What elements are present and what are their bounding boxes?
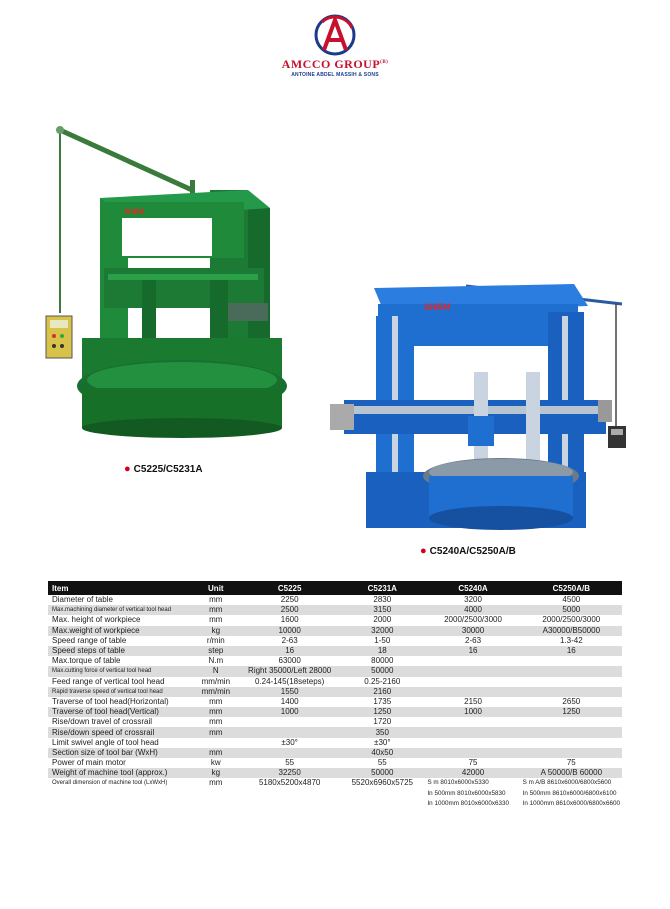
table-row bbox=[48, 615, 622, 625]
cell-c2: 50000 bbox=[339, 666, 425, 676]
amcco-emblem-icon bbox=[312, 14, 358, 56]
cell-unit: mm bbox=[191, 605, 240, 615]
table-row bbox=[48, 656, 622, 666]
cell-overall-c2: 5520x6960x5725 bbox=[339, 778, 425, 788]
cell-item: Limit swivel angle of tool head bbox=[48, 738, 191, 748]
cell-c4: 2000/2500/3000 bbox=[521, 615, 622, 625]
brand-tagline: ANTOINE ABDEL MASSIH & SONS bbox=[291, 72, 379, 78]
cell-c1: 10000 bbox=[240, 626, 339, 636]
cell-c3: 4000 bbox=[425, 605, 520, 615]
cell-c1: 32250 bbox=[240, 768, 339, 778]
cell-c3: 2150 bbox=[425, 697, 520, 707]
cell-c4: 1250 bbox=[521, 707, 622, 717]
table-row bbox=[48, 626, 622, 636]
cell-c4 bbox=[521, 687, 622, 697]
cell-c1: 1550 bbox=[240, 687, 339, 697]
cell-c1: 63000 bbox=[240, 656, 339, 666]
cell-c3 bbox=[425, 748, 520, 758]
table-row bbox=[48, 707, 622, 717]
cell-item: Section size of tool bar (WxH) bbox=[48, 748, 191, 758]
cell-item: Traverse of tool head(Vertical) bbox=[48, 707, 191, 717]
table-row-overall bbox=[48, 799, 622, 809]
cell-item: Traverse of tool head(Horizontal) bbox=[48, 697, 191, 707]
cell-c2: 0.25-2160 bbox=[339, 677, 425, 687]
cell-item: Max.weight of workpiece bbox=[48, 626, 191, 636]
cell-unit: mm bbox=[191, 615, 240, 625]
cell-c3 bbox=[425, 677, 520, 687]
cell-c1 bbox=[240, 727, 339, 737]
cell-c4 bbox=[521, 677, 622, 687]
header-item: Item bbox=[48, 581, 191, 595]
cell-c2: 32000 bbox=[339, 626, 425, 636]
cell-unit bbox=[191, 738, 240, 748]
cell-c4 bbox=[521, 717, 622, 727]
cell-c1: 0.24-145(18seteps) bbox=[240, 677, 339, 687]
cell-c4 bbox=[521, 727, 622, 737]
table-row-overall bbox=[48, 778, 622, 788]
header-c5240a: C5240A bbox=[425, 581, 520, 595]
cell-c4: 4500 bbox=[521, 595, 622, 605]
cell-c4 bbox=[521, 666, 622, 676]
table-header-row bbox=[48, 581, 622, 595]
cell-unit: kg bbox=[191, 626, 240, 636]
cell-c3: 30000 bbox=[425, 626, 520, 636]
blue-machine-caption: ● C5240A/C5250A/B bbox=[420, 545, 516, 557]
cell-c3: 75 bbox=[425, 758, 520, 768]
table-row bbox=[48, 677, 622, 687]
green-machine-photo bbox=[42, 118, 312, 448]
cell-c2: 80000 bbox=[339, 656, 425, 666]
table-row bbox=[48, 717, 622, 727]
cell-c1 bbox=[240, 748, 339, 758]
table-row bbox=[48, 636, 622, 646]
cell-c2: 18 bbox=[339, 646, 425, 656]
cell-unit: mm bbox=[191, 707, 240, 717]
cell-c3: 1000 bbox=[425, 707, 520, 717]
cell-item: Max.cutting force of vertical tool head bbox=[48, 666, 191, 676]
cell-overall-item: Overall dimension of machine tool (LxWxH) bbox=[48, 778, 191, 788]
cell-item: Max.machining diameter of vertical tool head bbox=[48, 605, 191, 615]
cell-unit: mm/min bbox=[191, 687, 240, 697]
cell-c3 bbox=[425, 738, 520, 748]
cell-unit: N.m bbox=[191, 656, 240, 666]
table-row bbox=[48, 748, 622, 758]
cell-unit: kg bbox=[191, 768, 240, 778]
table-row bbox=[48, 727, 622, 737]
cell-overall-unit bbox=[191, 799, 240, 809]
cell-c4: 2650 bbox=[521, 697, 622, 707]
cell-c1: ±30° bbox=[240, 738, 339, 748]
cell-item: Rise/down travel of crossrail bbox=[48, 717, 191, 727]
cell-c4: 16 bbox=[521, 646, 622, 656]
cell-item: Speed range of table bbox=[48, 636, 191, 646]
cell-overall-item bbox=[48, 789, 191, 799]
specification-table bbox=[48, 581, 622, 809]
cell-c4: 1.3-42 bbox=[521, 636, 622, 646]
cell-c2: 40x50 bbox=[339, 748, 425, 758]
cell-c4: 5000 bbox=[521, 605, 622, 615]
brand-name: AMCCO $GROUP^{(B)}$ bbox=[281, 57, 389, 71]
company-logo bbox=[260, 14, 410, 84]
cell-c4: A30000/B50000 bbox=[521, 626, 622, 636]
cell-overall-c1: 5180x5200x4870 bbox=[240, 778, 339, 788]
cell-c2: 55 bbox=[339, 758, 425, 768]
cell-c2: 1720 bbox=[339, 717, 425, 727]
cell-c3 bbox=[425, 727, 520, 737]
cell-c3 bbox=[425, 666, 520, 676]
table-row bbox=[48, 687, 622, 697]
table-row bbox=[48, 768, 622, 778]
cell-item: Rapid traverse speed of vertical tool head bbox=[48, 687, 191, 697]
cell-c2: 2000 bbox=[339, 615, 425, 625]
cell-overall-c3: S m 8010x6000x5330 bbox=[425, 778, 520, 788]
cell-c3 bbox=[425, 717, 520, 727]
cell-c1: 1600 bbox=[240, 615, 339, 625]
cell-overall-c3: In 1000mm 8010x6000x6330 bbox=[425, 799, 520, 809]
cell-unit: mm/min bbox=[191, 677, 240, 687]
cell-unit: mm bbox=[191, 748, 240, 758]
cell-overall-item bbox=[48, 799, 191, 809]
cell-overall-unit bbox=[191, 789, 240, 799]
green-machine-caption: ● C5225/C5231A bbox=[124, 463, 203, 475]
cell-c4 bbox=[521, 656, 622, 666]
cell-overall-c4: In 1000mm 8610x6000/6800x6600 bbox=[521, 799, 622, 809]
cell-c1: 2-63 bbox=[240, 636, 339, 646]
cell-unit: mm bbox=[191, 727, 240, 737]
green-machine-brand-label: SHEM bbox=[124, 209, 145, 216]
cell-c1: 55 bbox=[240, 758, 339, 768]
cell-unit: r/min bbox=[191, 636, 240, 646]
cell-c2: 1250 bbox=[339, 707, 425, 717]
cell-c1: 16 bbox=[240, 646, 339, 656]
cell-c1: Right 35000/Left 28000 bbox=[240, 666, 339, 676]
header-c5225: C5225 bbox=[240, 581, 339, 595]
cell-c3: 16 bbox=[425, 646, 520, 656]
cell-unit: step bbox=[191, 646, 240, 656]
cell-c2: 1-50 bbox=[339, 636, 425, 646]
cell-item: Max.torque of table bbox=[48, 656, 191, 666]
cell-overall-c2 bbox=[339, 789, 425, 799]
cell-c1: 2250 bbox=[240, 595, 339, 605]
cell-overall-unit: mm bbox=[191, 778, 240, 788]
cell-overall-c4: S m A/B 8610x6000/6800x5600 bbox=[521, 778, 622, 788]
cell-c2: 1735 bbox=[339, 697, 425, 707]
cell-c3 bbox=[425, 687, 520, 697]
cell-c3: 42000 bbox=[425, 768, 520, 778]
table-row bbox=[48, 646, 622, 656]
cell-overall-c4: In 500mm 8610x6000/6800x6100 bbox=[521, 789, 622, 799]
cell-c2: 3150 bbox=[339, 605, 425, 615]
cell-item: Diameter of table bbox=[48, 595, 191, 605]
cell-c4: 75 bbox=[521, 758, 622, 768]
header-unit: Unit bbox=[191, 581, 240, 595]
cell-unit: mm bbox=[191, 717, 240, 727]
cell-c1: 2500 bbox=[240, 605, 339, 615]
table-row bbox=[48, 738, 622, 748]
cell-overall-c1 bbox=[240, 799, 339, 809]
cell-unit: mm bbox=[191, 595, 240, 605]
table-row-overall bbox=[48, 789, 622, 799]
cell-overall-c1 bbox=[240, 789, 339, 799]
header-c5250ab: C5250A/B bbox=[521, 581, 622, 595]
cell-overall-c3: In 500mm 8010x6000x5830 bbox=[425, 789, 520, 799]
cell-item: Speed steps of table bbox=[48, 646, 191, 656]
cell-c2: ±30° bbox=[339, 738, 425, 748]
cell-item: Feed range of vertical tool head bbox=[48, 677, 191, 687]
blue-machine-photo bbox=[326, 276, 632, 538]
cell-c2: 2830 bbox=[339, 595, 425, 605]
cell-c4: A 50000/B 60000 bbox=[521, 768, 622, 778]
header-c5231a: C5231A bbox=[339, 581, 425, 595]
cell-c4 bbox=[521, 738, 622, 748]
cell-unit: N bbox=[191, 666, 240, 676]
table-row bbox=[48, 666, 622, 676]
cell-c3: 3200 bbox=[425, 595, 520, 605]
cell-item: Power of main motor bbox=[48, 758, 191, 768]
cell-unit: mm bbox=[191, 697, 240, 707]
cell-overall-c2 bbox=[339, 799, 425, 809]
table-row bbox=[48, 697, 622, 707]
cell-c3: 2-63 bbox=[425, 636, 520, 646]
table-body bbox=[48, 595, 622, 809]
cell-c1 bbox=[240, 717, 339, 727]
cell-c2: 2160 bbox=[339, 687, 425, 697]
cell-c3 bbox=[425, 656, 520, 666]
cell-c2: 350 bbox=[339, 727, 425, 737]
cell-c1: 1000 bbox=[240, 707, 339, 717]
cell-item: Weight of machine tool (approx.) bbox=[48, 768, 191, 778]
blue-machine-brand-label: SHEM bbox=[424, 302, 451, 312]
cell-c1: 1400 bbox=[240, 697, 339, 707]
cell-c4 bbox=[521, 748, 622, 758]
cell-item: Max. height of workpiece bbox=[48, 615, 191, 625]
cell-c2: 50000 bbox=[339, 768, 425, 778]
table-row bbox=[48, 758, 622, 768]
cell-unit: kw bbox=[191, 758, 240, 768]
cell-item: Rise/down speed of crossrail bbox=[48, 727, 191, 737]
table-row bbox=[48, 605, 622, 615]
table-row bbox=[48, 595, 622, 605]
cell-c3: 2000/2500/3000 bbox=[425, 615, 520, 625]
